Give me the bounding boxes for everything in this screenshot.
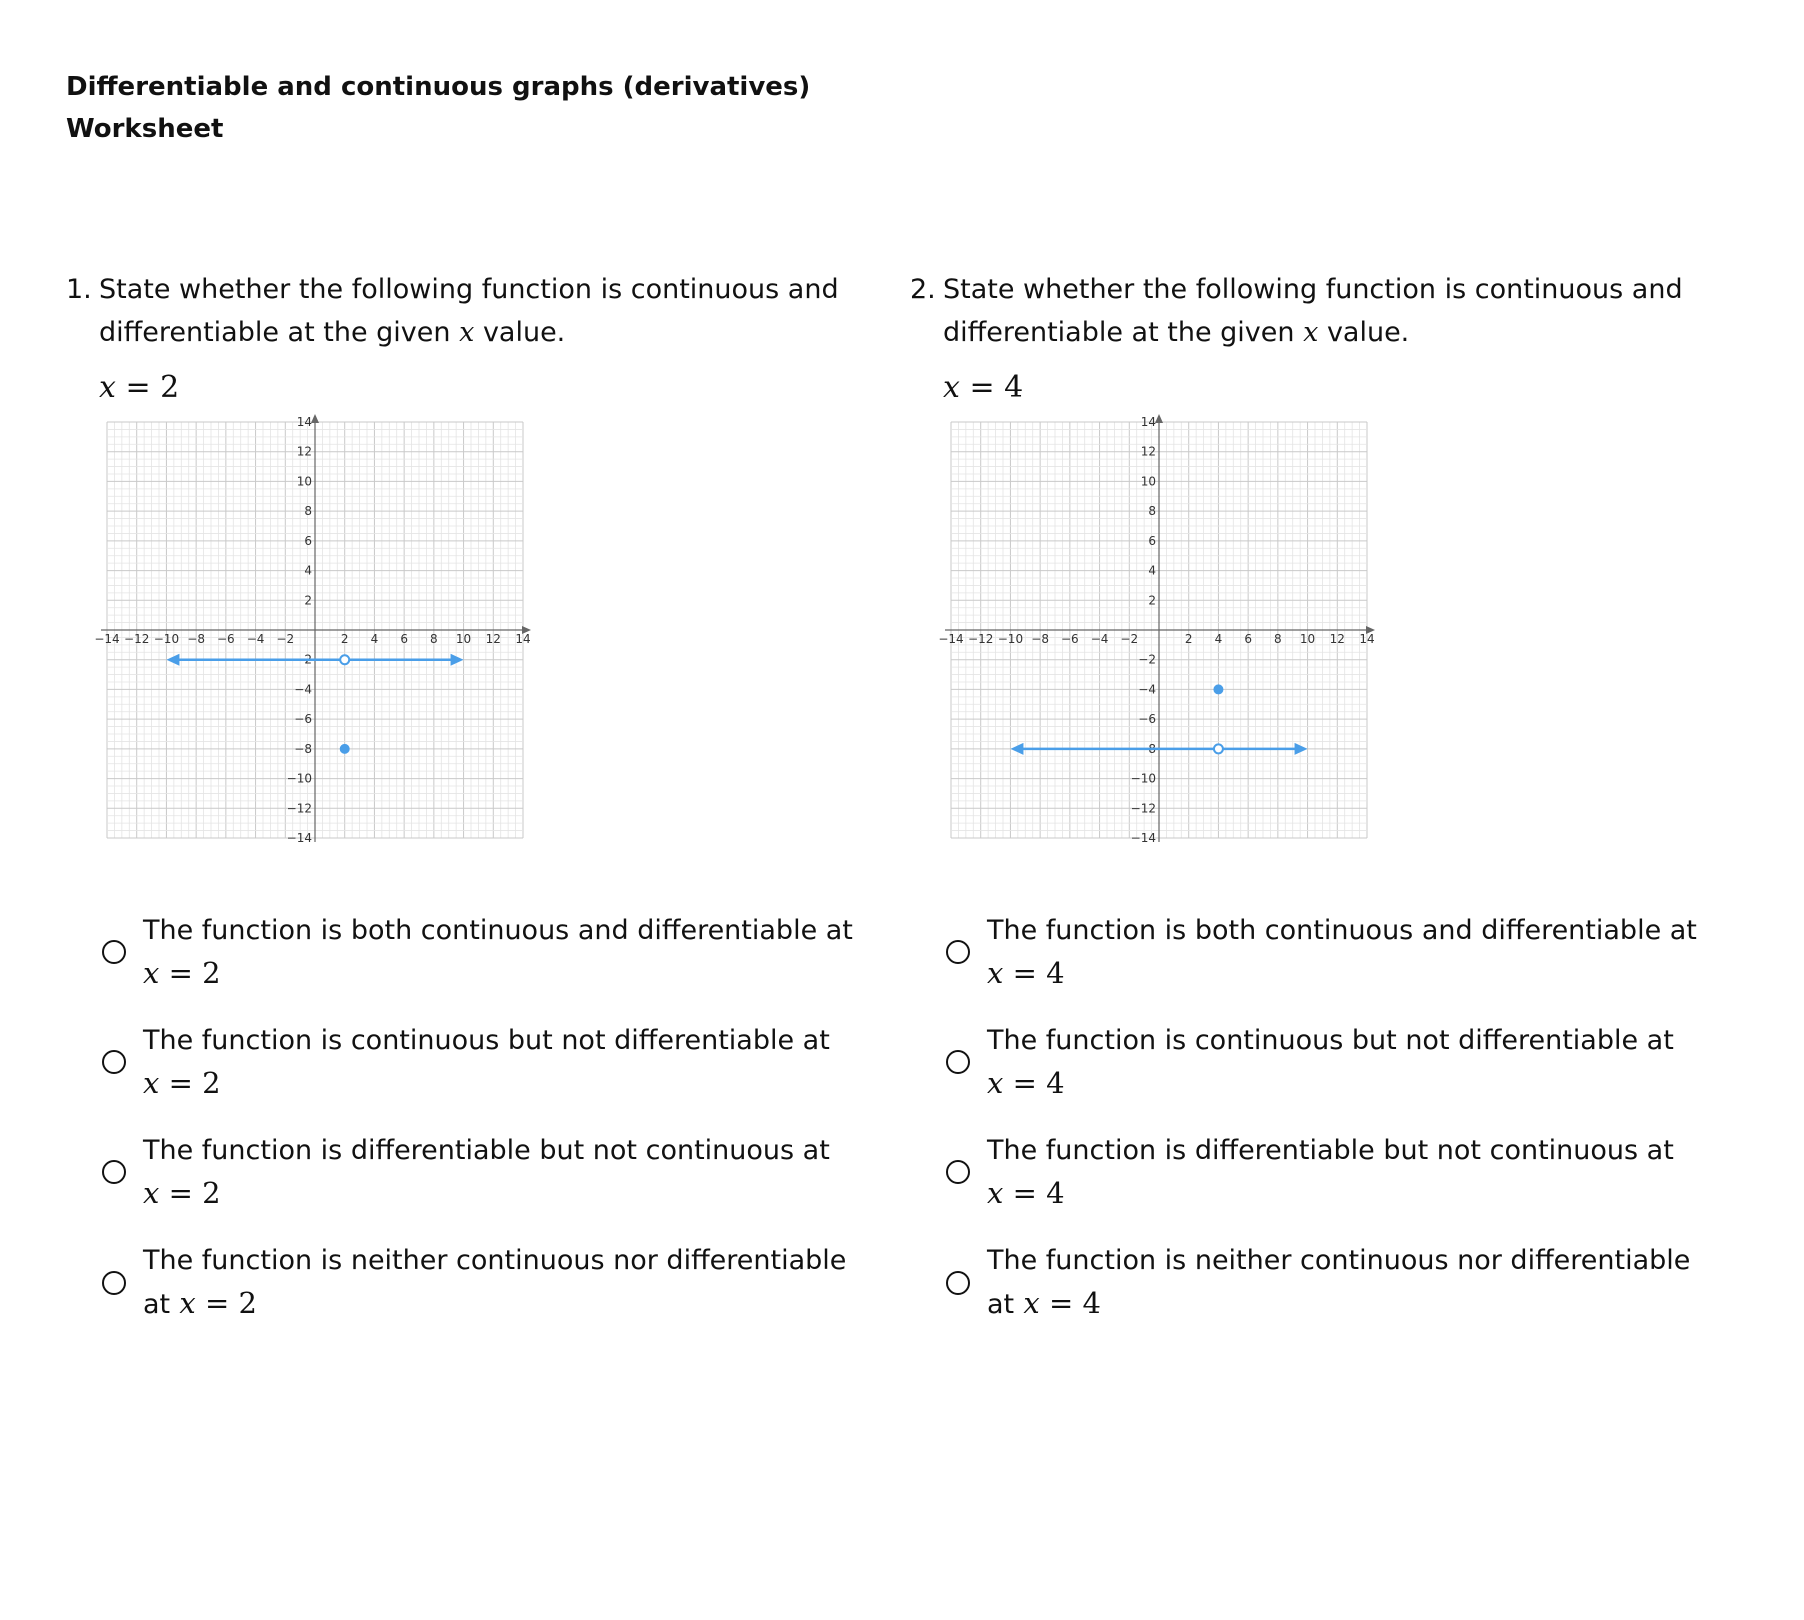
equals-sign: = xyxy=(125,370,151,405)
left-arrowhead xyxy=(1010,743,1023,755)
choice-text: The function is both continuous and differentiable at xyxy=(987,915,1697,946)
worksheet-title-block xyxy=(66,66,810,150)
choice-text: The function is continuous but not differentiable at xyxy=(143,1025,830,1056)
y-tick-label: 6 xyxy=(1148,533,1156,548)
equals-sign: = xyxy=(969,370,995,405)
y-tick-label: −4 xyxy=(294,682,312,697)
x-tick-label: 12 xyxy=(485,632,501,646)
prompt-text: State whether the following function is continuous and differentiable at the given xyxy=(943,274,1683,348)
y-tick-label: 12 xyxy=(1140,444,1156,459)
question-2 xyxy=(910,268,1710,1352)
choice-math: x = 2 xyxy=(143,1066,221,1100)
x-tick-label: −8 xyxy=(187,632,205,646)
radio-button[interactable] xyxy=(946,940,970,964)
choice-both[interactable] xyxy=(102,910,866,994)
y-tick-label: 14 xyxy=(296,415,312,429)
open-point xyxy=(340,655,349,664)
radio-button[interactable] xyxy=(946,1050,970,1074)
choice-text: The function is differentiable but not continuous at xyxy=(987,1135,1674,1166)
question-number: 2. xyxy=(910,274,936,305)
answer-choices xyxy=(102,910,866,1326)
y-tick-label: 14 xyxy=(1140,415,1156,429)
x-tick-label: −8 xyxy=(1031,632,1049,646)
y-tick-label: −12 xyxy=(1130,801,1156,816)
choice-math: x = 4 xyxy=(987,1066,1065,1100)
y-tick-label: −8 xyxy=(294,741,312,756)
x-tick-label: 10 xyxy=(455,632,472,646)
y-tick-label: −6 xyxy=(294,712,312,727)
y-tick-label: 10 xyxy=(1140,474,1156,489)
choice-math: x = 2 xyxy=(143,1176,221,1210)
y-tick-label: −10 xyxy=(286,771,312,786)
x-tick-label: 2 xyxy=(1184,632,1193,646)
choice-text: The function is continuous but not differentiable at xyxy=(987,1025,1674,1056)
prompt-text: State whether the following function is continuous and differentiable at the given xyxy=(99,274,839,348)
y-tick-label: 8 xyxy=(304,504,312,519)
choice-continuous-only[interactable] xyxy=(102,1020,866,1104)
choice-both[interactable] xyxy=(946,910,1710,994)
choice-text: The function is neither continuous nor differentiable xyxy=(987,1245,1691,1276)
y-tick-label: −6 xyxy=(1138,712,1156,727)
question-2-prompt xyxy=(910,268,1710,354)
choice-math: x = 4 xyxy=(987,956,1065,990)
choice-differentiable-only[interactable] xyxy=(102,1130,866,1214)
right-arrowhead xyxy=(1295,743,1308,755)
y-tick-label: 6 xyxy=(304,533,312,548)
x-tick-label: −2 xyxy=(1120,632,1139,646)
y-tick-label: 12 xyxy=(296,444,312,459)
choice-neither[interactable] xyxy=(946,1240,1710,1326)
x-tick-label: −4 xyxy=(1090,632,1109,646)
choice-math: x = 2 xyxy=(143,956,221,990)
x-tick-label: 6 xyxy=(400,632,408,646)
prompt-variable: x xyxy=(1303,317,1319,348)
x-tick-label: 4 xyxy=(1214,632,1223,646)
choice-math: x = 4 xyxy=(987,1176,1065,1210)
x-tick-label: −2 xyxy=(276,632,295,646)
y-tick-label: 4 xyxy=(1148,563,1156,578)
x-tick-label: −12 xyxy=(968,632,994,646)
worksheet-subtitle: Worksheet xyxy=(66,114,224,144)
x-tick-label: −6 xyxy=(217,632,235,646)
y-axis-arrow xyxy=(1155,414,1163,423)
y-tick-label: −2 xyxy=(1138,652,1156,667)
x-tick-label: −4 xyxy=(246,632,265,646)
x-tick-label: 4 xyxy=(370,632,379,646)
left-arrowhead xyxy=(166,654,179,666)
choice-text: The function is both continuous and differentiable at xyxy=(143,915,853,946)
answer-choices xyxy=(946,910,1710,1326)
x-number: 2 xyxy=(160,370,180,405)
open-point xyxy=(1214,744,1223,753)
y-tick-label: −8 xyxy=(1138,741,1156,756)
x-tick-label: −14 xyxy=(94,632,120,646)
radio-button[interactable] xyxy=(102,940,126,964)
choice-text: The function is differentiable but not continuous at xyxy=(143,1135,830,1166)
x-tick-label: 12 xyxy=(1329,632,1345,646)
y-tick-label: −12 xyxy=(286,801,312,816)
y-tick-label: −4 xyxy=(1138,682,1156,697)
radio-button[interactable] xyxy=(946,1160,970,1184)
prompt-variable: x xyxy=(459,317,475,348)
x-tick-label: −6 xyxy=(1061,632,1079,646)
question-1 xyxy=(66,268,866,1352)
x-tick-label: 2 xyxy=(340,632,349,646)
filled-point xyxy=(1213,684,1223,694)
x-number: 4 xyxy=(1004,370,1024,405)
x-tick-label: 8 xyxy=(1274,632,1282,646)
y-tick-label: −10 xyxy=(1130,771,1156,786)
y-tick-label: 2 xyxy=(1148,593,1156,608)
x-value-label xyxy=(943,368,1710,408)
x-tick-label: 10 xyxy=(1299,632,1316,646)
x-value-label xyxy=(99,368,866,408)
choice-differentiable-only[interactable] xyxy=(946,1130,1710,1214)
function-graph xyxy=(94,414,531,846)
worksheet-title: Differentiable and continuous graphs (derivatives) xyxy=(66,72,811,102)
x-tick-label: −10 xyxy=(997,632,1024,646)
prompt-text-end: value. xyxy=(482,317,566,348)
y-tick-label: 4 xyxy=(304,563,312,578)
y-tick-label: −14 xyxy=(286,831,312,845)
x-tick-label: −14 xyxy=(938,632,964,646)
y-tick-label: 8 xyxy=(1148,504,1156,519)
y-axis-arrow xyxy=(311,414,319,423)
x-tick-label: 8 xyxy=(430,632,438,646)
question-1-prompt xyxy=(66,268,866,354)
x-tick-label: 14 xyxy=(1359,632,1375,646)
choice-text: The function is neither continuous nor differentiable xyxy=(143,1245,847,1276)
y-tick-label: −2 xyxy=(294,652,312,667)
x-tick-label: −12 xyxy=(124,632,150,646)
y-tick-label: 2 xyxy=(304,593,312,608)
choice-neither[interactable] xyxy=(102,1240,866,1326)
prompt-text-end: value. xyxy=(1326,317,1410,348)
y-tick-label: 10 xyxy=(296,474,312,489)
x-tick-label: −10 xyxy=(153,632,180,646)
x-tick-label: 6 xyxy=(1244,632,1252,646)
right-arrowhead xyxy=(451,654,464,666)
choice-continuous-only[interactable] xyxy=(946,1020,1710,1104)
radio-button[interactable] xyxy=(946,1271,970,1295)
x-tick-label: 14 xyxy=(515,632,531,646)
radio-button[interactable] xyxy=(102,1271,126,1295)
y-tick-label: −14 xyxy=(1130,831,1156,845)
choice-math: at x = 2 xyxy=(143,1286,257,1320)
function-graph xyxy=(938,414,1375,846)
radio-button[interactable] xyxy=(102,1160,126,1184)
radio-button[interactable] xyxy=(102,1050,126,1074)
choice-math: at x = 4 xyxy=(987,1286,1101,1320)
question-number: 1. xyxy=(66,274,92,305)
filled-point xyxy=(340,744,350,754)
x-variable: x xyxy=(99,370,116,405)
x-variable: x xyxy=(943,370,960,405)
